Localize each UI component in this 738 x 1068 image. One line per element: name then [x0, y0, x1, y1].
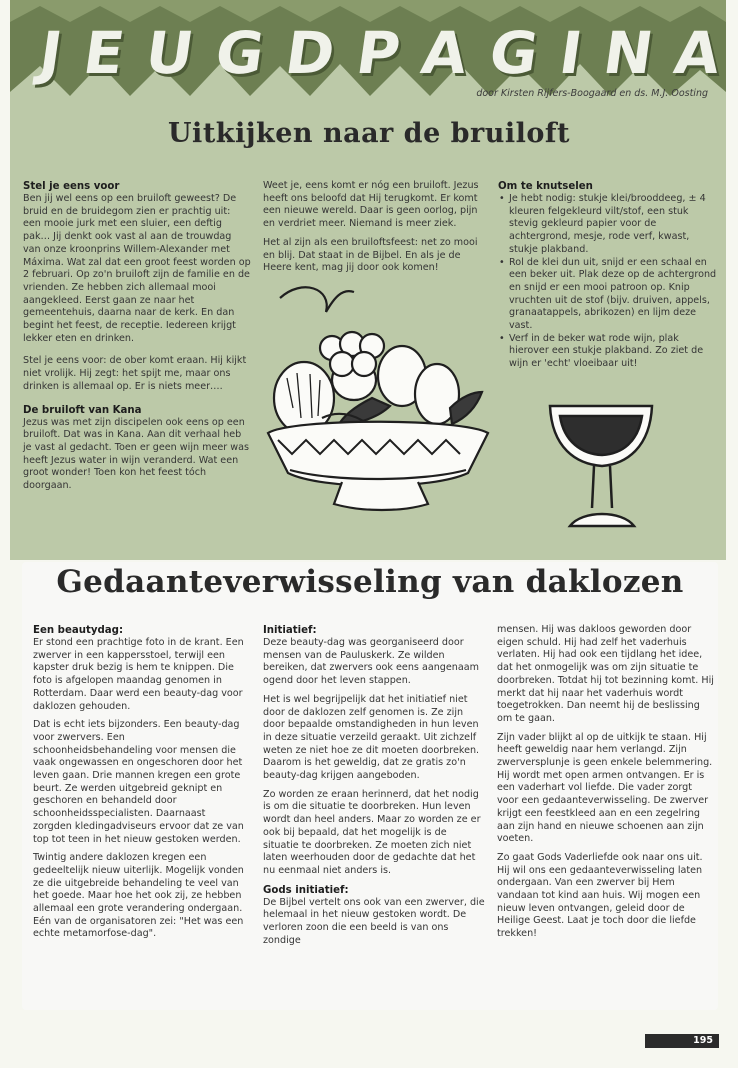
banner-letters [35, 18, 725, 88]
banner-letter: A [670, 19, 725, 87]
banner-letter: G [484, 19, 542, 87]
article2-title: Gedaanteverwisseling van daklozen [56, 564, 684, 600]
banner-letter: U [141, 19, 199, 87]
paragraph: Deze beauty-dag was georganiseerd door mensen van de Pauluskerk. Ze wilden bereiken, dat zwervers ook eens aangenaam ogend door het leven stappen. [263, 637, 479, 687]
paragraph: Jezus was met zijn discipelen ook eens op een bruiloft. Dat was in Kana. Aan dit verhaal heb je vast al gedacht. Toen er geen wijn meer was heeft Jezus water in wijn veranderd. Wat een groot wonder! Toen kon het feest tóch doorgaan. [23, 416, 249, 492]
subheading: Een beautydag: [33, 625, 124, 636]
subheading: Initiatief: [263, 625, 317, 636]
paragraph: Er stond een prachtige foto in de krant. Een zwerver in een kappersstoel, terwijl een kapster druk bezig is hem te knippen. Die foto is afgelopen maandag genomen in Rotterdam. Daar werd een beauty-dag voor daklozen gehouden. [33, 637, 244, 712]
article2-column-1 [33, 624, 247, 947]
page-number: 195 [645, 1034, 719, 1048]
paragraph: Het al zijn als een bruiloftsfeest: net zo mooi en blij. Dat staat in de Bijbel. En als je de Heere kent, mag jij door ook komen! [263, 236, 478, 274]
list-item: • Rol de klei dun uit, snijd er een schaal en een beker uit. Plak deze op de achtergrond en snijd er een mooi patroon op. Knip vruchten uit de stof (bijv. druiven, appels, granaatappels, abrikozen) en lijm deze vast. [507, 257, 720, 333]
article2-column-3 [497, 624, 715, 947]
banner-letter: P [352, 19, 405, 87]
paragraph: Zo worden ze eraan herinnerd, dat het nodig is om die situatie te doorbreken. Hun leven wordt dan heel anders. Maar zo worden ze er ook bij bepaald, dat het mogelijk is de situatie te doorbreken. Ze moeten zich niet laten weerhouden door de gedachte dat het nu eenmaal niet anders is. [263, 788, 481, 876]
paragraph: Zo gaat Gods Vaderliefde ook naar ons uit. Hij wil ons een gedaanteverwisseling laten ondergaan. Van een zwerver bij Hem vandaan tot kind aan huis. Wij mogen een nieuw leven ontvangen, geleid door de Heilige Geest. Laat je toch door die liefde trekken! [497, 851, 703, 940]
list-item: • Verf in de beker wat rode wijn, plak hierover een stukje plakband. Zo ziet de wijn er 'echt' vloeibaar uit! [507, 333, 720, 371]
paragraph: Zijn vader blijkt al op de uitkijk te staan. Hij heeft geweldig naar hem verlangd. Zijn zwerversplunje is geen enkele belemmering. Hij wordt met open armen ontvangen. Er is een vaderhart vol liefde. Die vader zorgt voor een gedaanteverwisseling. De zwerver krijgt een feestkleed aan en een zegelring aan zijn hand en nieuwe schoenen aan zijn voeten. [497, 731, 713, 845]
article1-column-1 [23, 180, 251, 503]
paragraph: Twintig andere daklozen kregen een gedeeltelijk nieuw uiterlijk. Mogelijk vonden ze die uitgebreide behandeling te veel van het goede. Maar hoe het ook zij, ze hebben allemaal een grote verandering ondergaan. Eén van de organisatoren zei: "Het was een echte metamorfose-dag". [33, 852, 244, 940]
paragraph: Ben jij wel eens op een bruiloft geweest? De bruid en de bruidegom zien er prachtig uit: een mooie jurk met een sluier, een deftig pak… Jij denkt ook vast al aan de trouwdag van onze kroonprins Willem-Alexander met Máxima. Wat zal dat een groot feest worden op 2 februari. Op zo'n bruiloft zijn de familie en de vrienden. Ze hebben zich allemaal mooi aangekleed. Eerst gaan ze naar het gemeentehuis, daarna naar de kerk. En dan begint het feest, de receptie. Iedereen krijgt lekker eten en drinken. [23, 193, 251, 344]
jeugdpagina-banner [10, 0, 726, 108]
paragraph: Stel je eens voor: de ober komt eraan. Hij kijkt niet vrolijk. Hij zegt: het spijt me, maar ons drinken is allemaal op. Er is niets meer…. [23, 355, 247, 392]
banner-letter: D [281, 19, 340, 87]
banner-letter: I [554, 19, 587, 87]
article1-column-3 [498, 180, 720, 371]
banner-letter: G [211, 19, 269, 87]
banner-letter: N [599, 19, 658, 87]
fruit-bowl-illustration [262, 268, 492, 520]
paragraph: Dat is echt iets bijzonders. Een beauty-dag voor zwervers. Een schoonheidsbehandeling voor mensen die vaak ongewassen en ongeschoren door het leven gaan. Drie mannen kregen een grote beurt. Ze werden uitgebreid geknipt en geschoren en behandeld door schoonheidsspecialisten. Daarnaast zorgden kledingadviseurs ervoor dat ze van top tot teen in het nieuw gestoken werden. [33, 719, 244, 845]
banner-letter: E [79, 19, 129, 87]
craft-list [498, 193, 720, 371]
paragraph: Weet je, eens komt er nóg een bruiloft. Jezus heeft ons beloofd dat Hij terugkomt. Er komt een nieuwe wereld. Daar is geen oorlog, pijn en verdriet meer. Niemand is meer ziek. [263, 180, 479, 230]
paragraph: mensen. Hij was dakloos geworden door eigen schuld. Hij had zelf het vaderhuis verlaten. Hij had ook een tijdlang het idee, dat het onmogelijk was om zijn situatie te doorbreken. Totdat hij tot bezinning komt. Hij merkt dat hij naar het vaderhuis wordt toegetrokken. Dan neemt hij de beslissing om te gaan. [497, 624, 714, 724]
subheading: De bruiloft van Kana [23, 404, 142, 416]
article1-title: Uitkijken naar de bruiloft [168, 118, 570, 149]
banner-letter: A [417, 19, 472, 87]
banner-letter: J [35, 19, 67, 87]
article1-column-2 [263, 180, 487, 281]
subheading: Gods initiatief: [263, 884, 349, 896]
subheading: Om te knutselen [498, 181, 593, 192]
goblet-illustration [542, 398, 660, 538]
article2-column-2 [263, 624, 485, 953]
paragraph: De Bijbel vertelt ons ook van een zwerver, die helemaal in het nieuw gestoken wordt. De verloren zoon die een beeld is van ons zondige [263, 896, 485, 946]
byline: door Kirsten Rijfers-Boogaard en ds. M.J. Oosting [476, 88, 708, 99]
paragraph: Het is wel begrijpelijk dat het initiatief niet door de daklozen zelf genomen is. Ze zijn door bepaalde omstandigheden in hun leven in deze situatie verzeild geraakt. Uit zichzelf weten ze niet hoe ze dit moeten doorbreken. Daarom is het geweldig, dat ze gratis zo'n beauty-dag krijgen aangeboden. [263, 693, 480, 782]
list-item: • Je hebt nodig: stukje klei/brooddeeg, ± 4 kleuren felgekleurd vilt/stof, een stuk stevig gekleurd papier voor de achtergrond, mesje, rode verf, kwast, stukje plakband. [507, 193, 720, 257]
subheading: Stel je eens voor [23, 181, 120, 192]
